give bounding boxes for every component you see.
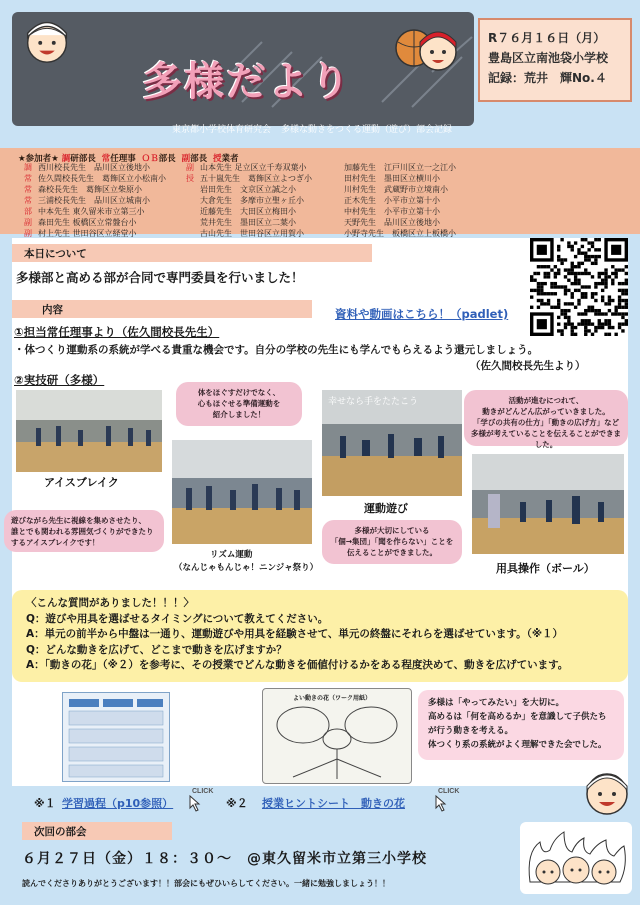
participant-row [186,206,312,217]
icebreak-bubble [4,510,164,552]
participant-name: 村上先生 世田谷区立経堂小 [38,229,137,238]
participant-row [24,173,166,184]
padlet-qr-code[interactable] [530,238,628,336]
qa-line: Q：遊びや用具を選ばせるタイミングについて教えてください。 [26,612,329,625]
participant-name: 三浦校長先生 品川区立城南小 [38,196,150,205]
participant-role: 調 [24,163,32,172]
legend-mark: 副 [181,154,191,164]
participant-row [330,184,456,195]
participant-role: 常 [24,174,32,183]
legend-text: 業者 [221,154,239,164]
photo-overlay-text: 幸せなら手をたたこう [328,397,419,407]
ref2-mark: ※２ [226,797,248,810]
section2-title: ②実技研（多様） [14,373,105,387]
bubble-line: 誰とでも関われる雰囲気づくりができたり [11,527,154,536]
participant-name: 西川校長先生 品川区立後地小 [38,163,150,172]
today-section-label: 本日について [12,244,372,262]
section1-body: ・体つくり運動系の系統が学べる貴重な機会です。自分の学校の先生にも学んでもらえるよう還元しましょう。 [14,344,539,356]
qa-line: A：単元の前半から中盤は一通り、運動遊びや用具を経験させて、単元の終盤にそれらを選ばせています。（※１） [26,628,564,640]
note-line: が行う動きを考える。 [428,726,514,736]
participant-name: 森田先生 板橋区立常盤台小 [38,218,137,227]
participant-role: 副 [24,229,32,238]
qa-line: A：「動きの花」（※２）を参考に、その授業でどんな動きを価値付けるかをある程度決めて、動きを広げています。 [26,659,569,671]
participant-name: 五十嵐先生 葛飾区立よつぎ小 [200,174,312,183]
fired-up-characters-icon [520,822,632,894]
icebreak-photo [16,390,162,472]
icebreak-caption: アイスブレイク [44,476,119,489]
participant-role: 常 [24,196,32,205]
date-info-box [478,18,632,102]
participant-row [330,195,456,206]
bubble-line: 「個→集団」「聞を作らない」ことを [330,537,454,546]
participants-column-1 [24,162,166,239]
legend-text: 部長 [190,154,208,164]
participant-row [24,217,166,228]
legend-text: 任理事 [110,154,136,164]
participants-panel [0,148,640,238]
participant-name: 佐久間校長先生 葛飾区立小松南小 [38,174,166,183]
participant-name: 天野先生 品川区立後地小 [344,218,440,227]
participant-row [330,173,456,184]
participant-name: 岩田先生 文京区立誠之小 [200,185,296,194]
participant-row [186,162,312,173]
summary-note-bubble [418,690,624,760]
movement-caption: 運動遊び [364,502,408,515]
movement-flower-thumbnail[interactable] [262,688,412,784]
content-section-label: 内容 [12,300,312,318]
participant-name: 大倉先生 多摩市立聖ヶ丘小 [200,196,304,205]
bubble-line: 心もほぐせる準備運動を [197,399,281,408]
participant-row [24,206,166,217]
note-line: 体つくり系の系統がよく理解できた会でした。 [428,740,607,750]
participants-column-2 [186,162,312,239]
participant-name: 正木先生 小平市立第十小 [344,196,440,205]
rhythm-caption: リズム運動 [210,550,253,560]
equipment-bubble [464,390,628,449]
participant-row [186,173,312,184]
ref1-mark: ※１ [34,797,56,810]
equipment-photo [472,454,624,554]
participant-row [330,162,456,173]
learning-process-thumbnail[interactable] [62,692,170,782]
legend-mark: ＯＢ [141,154,159,164]
click-pointer-icon[interactable] [176,784,212,812]
qa-title: 〈こんな質問がありました！！！〉 [26,597,194,609]
participant-row [186,184,312,195]
bubble-line: 多様が大切にしている [354,526,430,535]
qa-line: Q：どんな動きを広げて、どこまで動きを広げますか？ [26,643,287,656]
participant-name: 加藤先生 江戸川区立一之江小 [344,163,456,172]
padlet-resource-link[interactable]: 資料や動画はこちら！（padlet) [335,307,509,321]
equipment-caption: 用具操作（ボール） [496,562,595,575]
participant-name: 中村先生 小平市立第十小 [344,207,440,216]
participant-role: 常 [24,185,32,194]
participant-name: 森校長先生 葛飾区立柴原小 [38,185,142,194]
participant-name: 小野寺先生 板橋区立上板橋小 [344,229,456,238]
bubble-line: 遊びながら先生に視線を集めさせたり、 [11,516,146,525]
participant-role: 部 [24,207,32,216]
rhythm-caption-sub: （なんじゃもんじゃ！ニンジャ祭り） [174,563,319,573]
legend-text: 部長 [158,154,176,164]
qa-box [12,590,628,682]
rhythm-photo [172,440,312,544]
participant-role: 副 [24,218,32,227]
subtitle-org: 東京都小学校体育研究会 [172,125,272,135]
participant-name: 山本先生 足立区立千寿双葉小 [200,163,307,172]
boy-character-icon [578,762,636,820]
participant-name: 田村先生 墨田区立横川小 [344,174,440,183]
subtitle-desc: 多様な動きをつくる運動（遊び）部会記録 [281,125,453,135]
legend-prefix: ★参加者★ [18,154,59,164]
participant-name: 古山先生 世田谷区立用賀小 [200,229,304,238]
participant-row [186,195,312,206]
participant-name: 荒井先生 墨田区立二葉小 [200,218,296,227]
bubble-line: 体をほぐすだけでなく、 [197,388,281,397]
recorder: 記録：荒井 輝No.４ [488,71,607,85]
participant-role: 授 [186,174,194,183]
bubble-line: 伝えることができました。 [347,548,437,557]
next-meeting-info: ６月２７日（金）１８：３０～ @東久留米市立第三小学校 [22,851,427,867]
legend-mark: 調 [61,154,71,164]
participant-row [330,217,456,228]
participant-role: 副 [186,163,194,172]
note-line: 多様は「やってみたい」を大切に。 [428,698,565,708]
click-label: CLICK [192,788,214,795]
learning-process-link[interactable]: 学習過程（p10参照） [62,797,174,810]
boy-character-icon [18,10,76,68]
click-pointer-icon[interactable] [422,784,458,812]
bubble-line: 動きがどんどん広がっていきました。 [482,407,610,416]
meeting-location: 豊島区立南池袋小学校 [488,51,609,65]
legend-text: 研部長 [70,154,96,164]
legend-mark: 常 [101,154,111,164]
participant-row [24,184,166,195]
closing-message: 読んでくださりありがとうございます！！部会にもぜひいらしてください。一緒に勉強しましょう！！ [22,879,390,888]
bubble-line: するアイスブレイクです！ [11,538,100,547]
participant-row [24,162,166,173]
participant-row [186,217,312,228]
click-label: CLICK [438,788,460,795]
movement-photo [322,390,462,496]
bubble-line: 多様が考えていることを伝えることができました。 [471,429,621,449]
today-headline: 多様部と高める部が合同で専門委員を行いました！ [16,270,304,285]
newsletter-subtitle [172,122,462,135]
participant-name: 中本先生 東久留米市立第三小 [38,207,145,216]
doc2-title: よい動きの花（ワーク用紙） [293,695,372,702]
section1-attribution: （佐久間校長先生より） [470,360,586,372]
newsletter-title: 多様だより [142,59,352,105]
bubble-line: 活動が進むにつれて、 [508,396,584,405]
participant-name: 川村先生 武蔵野市立境南小 [344,185,448,194]
section1-title: ①担当常任理事より（佐久間校長先生） [14,325,220,339]
participant-row [24,195,166,206]
participant-row [330,206,456,217]
bubble-line: 紹介しました！ [212,410,266,419]
rhythm-bubble [176,382,302,426]
participants-column-3 [330,162,456,239]
note-line: 高めるは「何を高めるか」を意識して子供たち [428,712,607,722]
bubble-line: 「学びの共有の仕方」「動きの広げ方」など [472,418,620,427]
legend-mark: 授 [213,154,222,164]
meeting-date: R７６月１６日（月） [488,31,606,45]
girl-with-ball-icon [388,12,464,88]
participant-name: 近藤先生 大田区立梅田小 [200,207,296,216]
movement-bubble [322,520,462,564]
lesson-hint-sheet-link[interactable]: 授業ヒントシート 動きの花 [262,797,405,810]
next-meeting-label: 次回の部会 [22,822,172,840]
